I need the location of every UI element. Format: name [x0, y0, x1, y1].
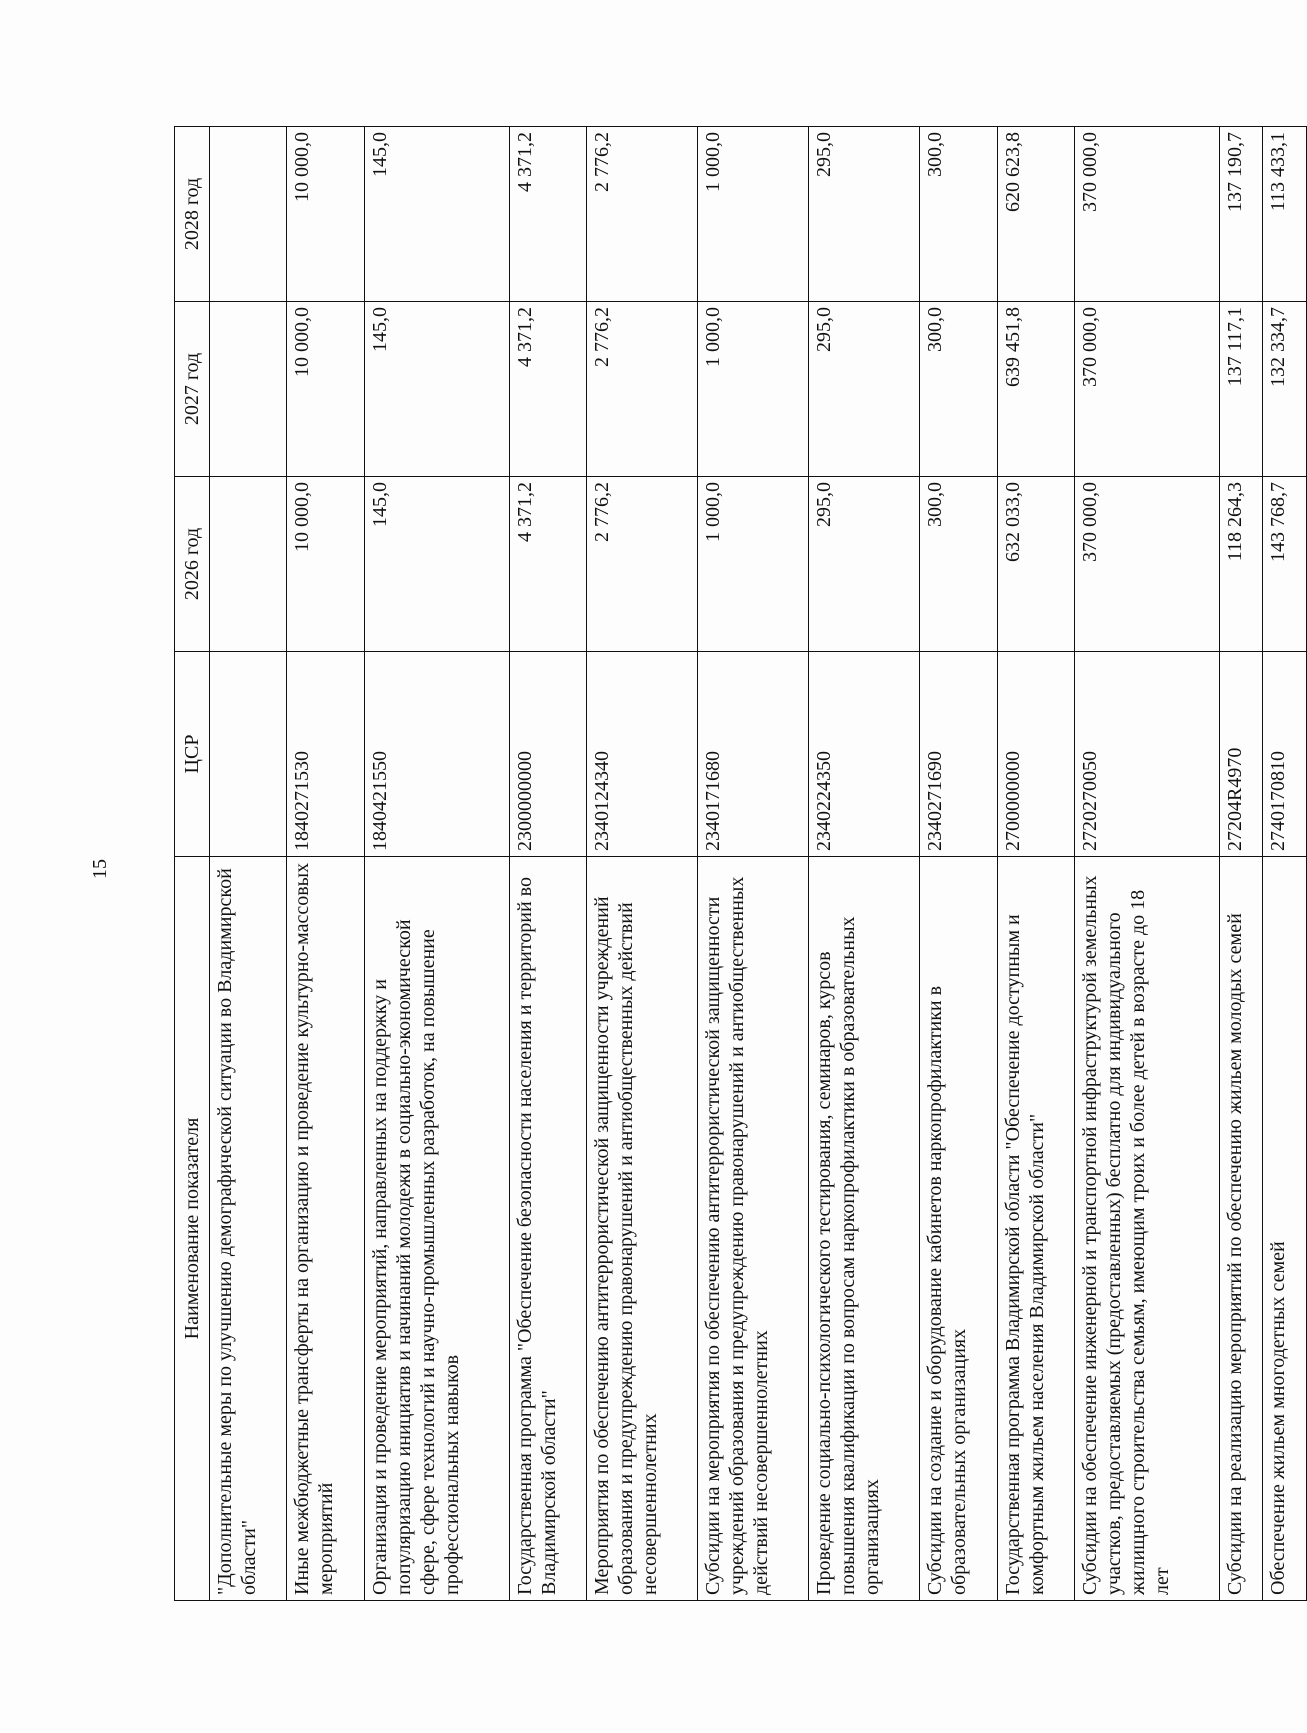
row-2026: 295,0 — [809, 477, 920, 652]
row-2027: 145,0 — [364, 302, 509, 477]
table-header-row — [175, 127, 210, 1601]
header-2028: 2028 год — [175, 127, 210, 302]
row-name: Субсидии на обеспечение инженерной и транспортной инфраструктурой земельных участков, предоставляемых (предоставленных) бесплатно для индивидуального жилищного строительства семьям, имеющим троих и более детей в возрасте до 18 лет — [1074, 857, 1219, 1601]
row-name: Государственная программа "Обеспечение безопасности населения и территорий во Владимирской области" — [509, 857, 586, 1601]
row-name: Иные межбюджетные трансферты на организацию и проведение культурно-массовых мероприятий — [287, 857, 364, 1601]
table-row — [586, 127, 697, 1601]
row-name: Проведение социально-психологического тестирования, семинаров, курсов повышения квалификации по вопросам наркопрофилактики в образовательных организациях — [809, 857, 920, 1601]
row-2028: 137 190,7 — [1219, 127, 1263, 302]
row-2028: 113 433,1 — [1263, 127, 1307, 302]
table-row — [920, 127, 997, 1601]
row-2028: 300,0 — [920, 127, 997, 302]
row-2027: 2 776,2 — [586, 302, 697, 477]
header-2027: 2027 год — [175, 302, 210, 477]
table-row — [287, 127, 364, 1601]
row-2027 — [210, 302, 287, 477]
row-2026: 300,0 — [920, 477, 997, 652]
row-2028: 145,0 — [364, 127, 509, 302]
row-2026: 2 776,2 — [586, 477, 697, 652]
row-name: Субсидии на мероприятия по обеспечению антитеррористической защищенности учреждений образования и предупреждению правонарушений и антиобщественных действий несовершеннолетних — [697, 857, 808, 1601]
row-2028 — [210, 127, 287, 302]
row-csr: 2720270050 — [1074, 652, 1219, 857]
row-2027: 300,0 — [920, 302, 997, 477]
header-name: Наименование показателя — [175, 857, 210, 1601]
row-2027: 10 000,0 — [287, 302, 364, 477]
row-name: Мероприятия по обеспечению антитеррористической защищенности учреждений образования и предупреждению правонарушений и антиобщественных действий несовершеннолетних — [586, 857, 697, 1601]
row-csr: 1840271530 — [287, 652, 364, 857]
table-row — [697, 127, 808, 1601]
row-csr: 2700000000 — [997, 652, 1074, 857]
row-2026: 143 768,7 — [1263, 477, 1307, 652]
row-name: Организация и проведение мероприятий, направленных на поддержку и популяризацию инициатив и начинаний молодежи в социально-экономической сфере, сфере технологий и научно-промышленных разработок, на повышение профессиональных навыков — [364, 857, 509, 1601]
row-csr: 2340271690 — [920, 652, 997, 857]
row-name: Субсидии на реализацию мероприятий по обеспечению жильем молодых семей — [1219, 857, 1263, 1601]
table-row — [210, 127, 287, 1601]
row-2027: 1 000,0 — [697, 302, 808, 477]
row-csr: 1840421550 — [364, 652, 509, 857]
row-2028: 4 371,2 — [509, 127, 586, 302]
row-name: Обеспечение жильем многодетных семей — [1263, 857, 1307, 1601]
row-csr: 2340124340 — [586, 652, 697, 857]
row-2027: 4 371,2 — [509, 302, 586, 477]
row-2027: 132 334,7 — [1263, 302, 1307, 477]
row-2028: 2 776,2 — [586, 127, 697, 302]
table-row — [509, 127, 586, 1601]
table-row — [1074, 127, 1219, 1601]
budget-table — [174, 126, 1307, 1601]
row-2027: 137 117,1 — [1219, 302, 1263, 477]
row-2028: 620 623,8 — [997, 127, 1074, 302]
row-2026: 1 000,0 — [697, 477, 808, 652]
row-2027: 370 000,0 — [1074, 302, 1219, 477]
table-row — [997, 127, 1074, 1601]
row-2028: 370 000,0 — [1074, 127, 1219, 302]
row-csr: 2340171680 — [697, 652, 808, 857]
row-2026: 145,0 — [364, 477, 509, 652]
table-row — [1219, 127, 1263, 1601]
page-number: 15 — [89, 859, 111, 879]
row-2027: 639 451,8 — [997, 302, 1074, 477]
row-2026: 118 264,3 — [1219, 477, 1263, 652]
row-name: Субсидии на создание и оборудование кабинетов наркопрофилактики в образовательных организациях — [920, 857, 997, 1601]
table-container — [174, 128, 1307, 1601]
row-2026: 632 033,0 — [997, 477, 1074, 652]
row-csr: 2300000000 — [509, 652, 586, 857]
row-2026 — [210, 477, 287, 652]
table-row — [364, 127, 509, 1601]
header-csr: ЦСР — [175, 652, 210, 857]
row-csr: 2340224350 — [809, 652, 920, 857]
row-name: "Дополнительные меры по улучшению демографической ситуации во Владимирской области" — [210, 857, 287, 1601]
row-2028: 10 000,0 — [287, 127, 364, 302]
row-2026: 4 371,2 — [509, 477, 586, 652]
row-2028: 295,0 — [809, 127, 920, 302]
row-csr — [210, 652, 287, 857]
table-row — [1263, 127, 1307, 1601]
row-2026: 10 000,0 — [287, 477, 364, 652]
header-2026: 2026 год — [175, 477, 210, 652]
row-name: Государственная программа Владимирской области "Обеспечение доступным и комфортным жильем населения Владимирской области" — [997, 857, 1074, 1601]
row-csr: 2740170810 — [1263, 652, 1307, 857]
row-2026: 370 000,0 — [1074, 477, 1219, 652]
table-row — [809, 127, 920, 1601]
row-csr: 27204R4970 — [1219, 652, 1263, 857]
row-2027: 295,0 — [809, 302, 920, 477]
row-2028: 1 000,0 — [697, 127, 808, 302]
